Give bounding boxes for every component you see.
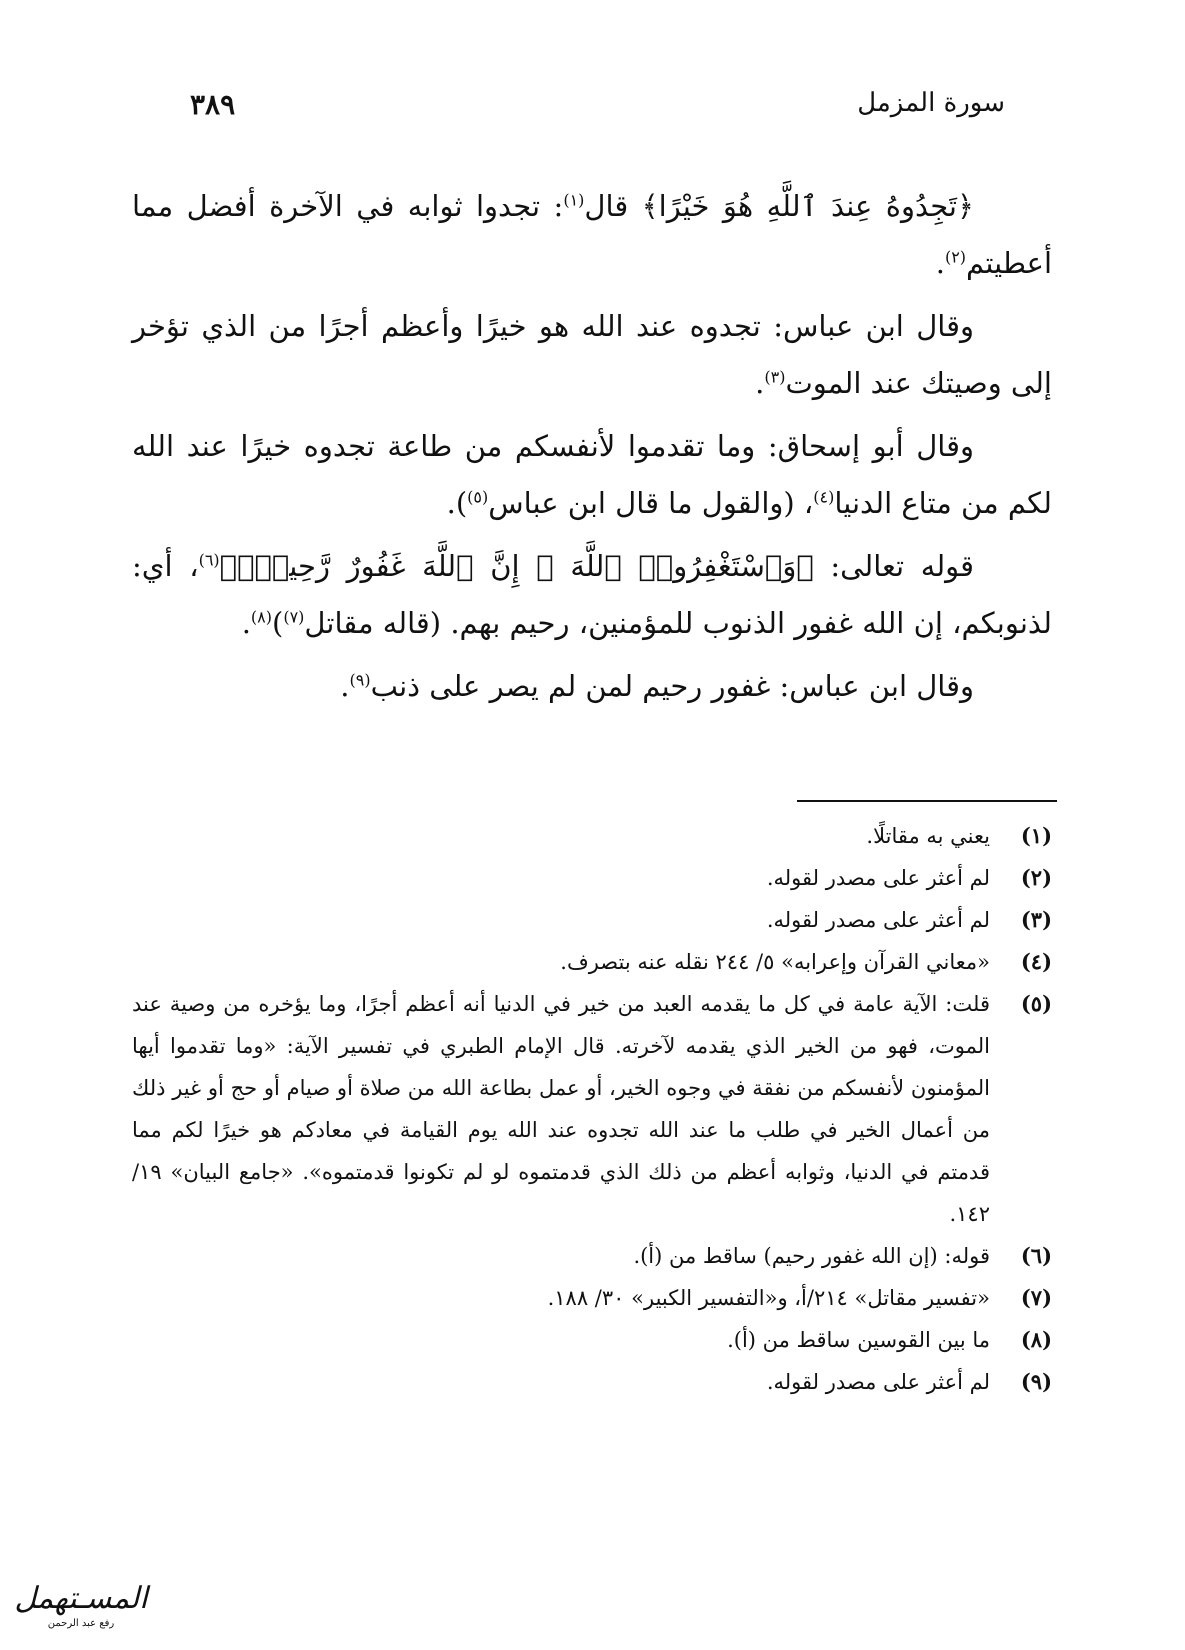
paragraph-4 — [132, 538, 1052, 652]
calligraphy-stamp — [6, 1580, 156, 1642]
footnote-number: (٨) — [1020, 1327, 1052, 1352]
stamp-sub-text: رفع عبد الرحمن — [47, 1618, 115, 1629]
footnotes — [132, 815, 1052, 1403]
footnote-ref-7: (٧) — [283, 607, 305, 627]
text-run: قال — [584, 189, 642, 223]
footnote-ref-2: (٢) — [944, 247, 967, 267]
quran-verse: ﴿تَجِدُوهُ عِندَ ٱللَّهِ هُوَ خَيْرًا﴾ — [641, 189, 974, 223]
footnote-number: (٢) — [1020, 865, 1052, 890]
text-run: . — [340, 669, 350, 703]
text-run: ، أي: لذنوبكم، إن الله غفور الذنوب للمؤمنين، رحيم بهم. (قاله مقاتل — [132, 549, 1052, 640]
footnote-text: «معاني القرآن وإعرابه» ٥/ ٢٤٤ نقله عنه بتصرف. — [560, 950, 990, 974]
paragraph-2 — [132, 298, 1052, 412]
text-run: . — [241, 606, 251, 640]
footnote — [132, 899, 1052, 941]
text-run: . — [935, 246, 945, 280]
footnote-divider — [797, 800, 1057, 802]
footnote-ref-6: (٦) — [198, 550, 220, 570]
main-text — [132, 178, 1052, 721]
footnote — [132, 983, 1052, 1235]
footnote — [132, 815, 1052, 857]
footnote-text: قلت: الآية عامة في كل ما يقدمه العبد من خير في الدنيا أنه أعظم أجرًا، وما يؤخره من وصية عند الموت، فهو من الخير الذي يقدمه لآخرته. قال الإمام الطبري في تفسير الآية: «وما تقدموا أيها المؤمنون لأنفسكم من نفقة في وجوه الخير، أو عمل بطاعة الله من صلاة أو صيام أو حج أو غير ذلك من أعمال الخير في طلب ما عند الله تجدوه عند الله يوم القيامة في معادكم هو خيرًا لكم مما قدمتم في الدنيا، وثوابه أعظم من ذلك الذي قدمتموه لو لم تكونوا قدمتموه». «جامع البيان» ١٩/ ١٤٢. — [132, 992, 990, 1226]
text-run: ، (والقول ما قال ابن عباس — [488, 486, 814, 520]
footnote — [132, 857, 1052, 899]
text-run: وقال أبو إسحاق: وما تقدموا لأنفسكم من طاعة تجدوه خيرًا عند الله لكم من متاع الدنيا — [132, 429, 1052, 520]
paragraph-1 — [132, 178, 1052, 292]
footnote — [132, 1277, 1052, 1319]
footnote-ref-9: (٩) — [349, 670, 371, 690]
page-header — [190, 88, 1005, 132]
footnote-ref-1: (١) — [563, 190, 585, 210]
footnote — [132, 1235, 1052, 1277]
surah-title: سورة المزمل — [857, 88, 1005, 118]
footnote — [132, 1319, 1052, 1361]
footnote — [132, 941, 1052, 983]
text-run: : تجدوا ثوابه في الآخرة أفضل مما أعطيتم — [132, 189, 1052, 280]
footnote-number: (٩) — [1020, 1369, 1052, 1394]
footnote-text: لم أعثر على مصدر لقوله. — [766, 908, 990, 932]
footnote-text: ما بين القوسين ساقط من (أ). — [727, 1328, 990, 1352]
text-run: وقال ابن عباس: تجدوه عند الله هو خيرًا وأعظم أجرًا من الذي تؤخر إلى وصيتك عند الموت — [132, 309, 1052, 400]
page-number: ٣٨٩ — [190, 88, 236, 121]
footnote-ref-3: (٣) — [764, 367, 786, 387]
footnote — [132, 1361, 1052, 1403]
footnote-text: قوله: (إن الله غفور رحيم) ساقط من (أ). — [633, 1244, 990, 1268]
text-run: . — [755, 366, 765, 400]
footnote-number: (٧) — [1020, 1285, 1052, 1310]
stamp-main-text: المسـتهمل — [14, 1581, 148, 1616]
footnote-number: (٤) — [1020, 949, 1052, 974]
footnote-text: «تفسير مقاتل» ٢١٤/أ، و«التفسير الكبير» ٣٠/ ١٨٨. — [547, 1286, 990, 1310]
footnote-ref-8: (٨) — [250, 607, 272, 627]
paragraph-3 — [132, 418, 1052, 532]
footnote-text: يعني به مقاتلًا. — [866, 824, 990, 848]
footnote-number: (١) — [1020, 823, 1052, 848]
quran-verse: ﴿وَٱسْتَغْفِرُوا۟ ٱللَّهَ ۖ إِنَّ ٱللَّهَ غَفُورٌ رَّحِيمٌۢ﴾ — [219, 549, 814, 583]
footnote-text: لم أعثر على مصدر لقوله. — [766, 866, 990, 890]
paragraph-5 — [132, 658, 1052, 715]
text-run: قوله تعالى: — [813, 549, 974, 583]
footnote-ref-4: (٤) — [813, 487, 835, 507]
text-run: ) — [272, 606, 284, 640]
footnote-ref-5: (٥) — [467, 487, 489, 507]
footnote-number: (٥) — [1020, 991, 1052, 1016]
footnote-text: لم أعثر على مصدر لقوله. — [766, 1370, 990, 1394]
footnote-number: (٣) — [1020, 907, 1052, 932]
text-run: وقال ابن عباس: غفور رحيم لمن لم يصر على ذنب — [370, 669, 974, 703]
text-run: ). — [446, 486, 468, 520]
footnote-number: (٦) — [1020, 1243, 1052, 1268]
